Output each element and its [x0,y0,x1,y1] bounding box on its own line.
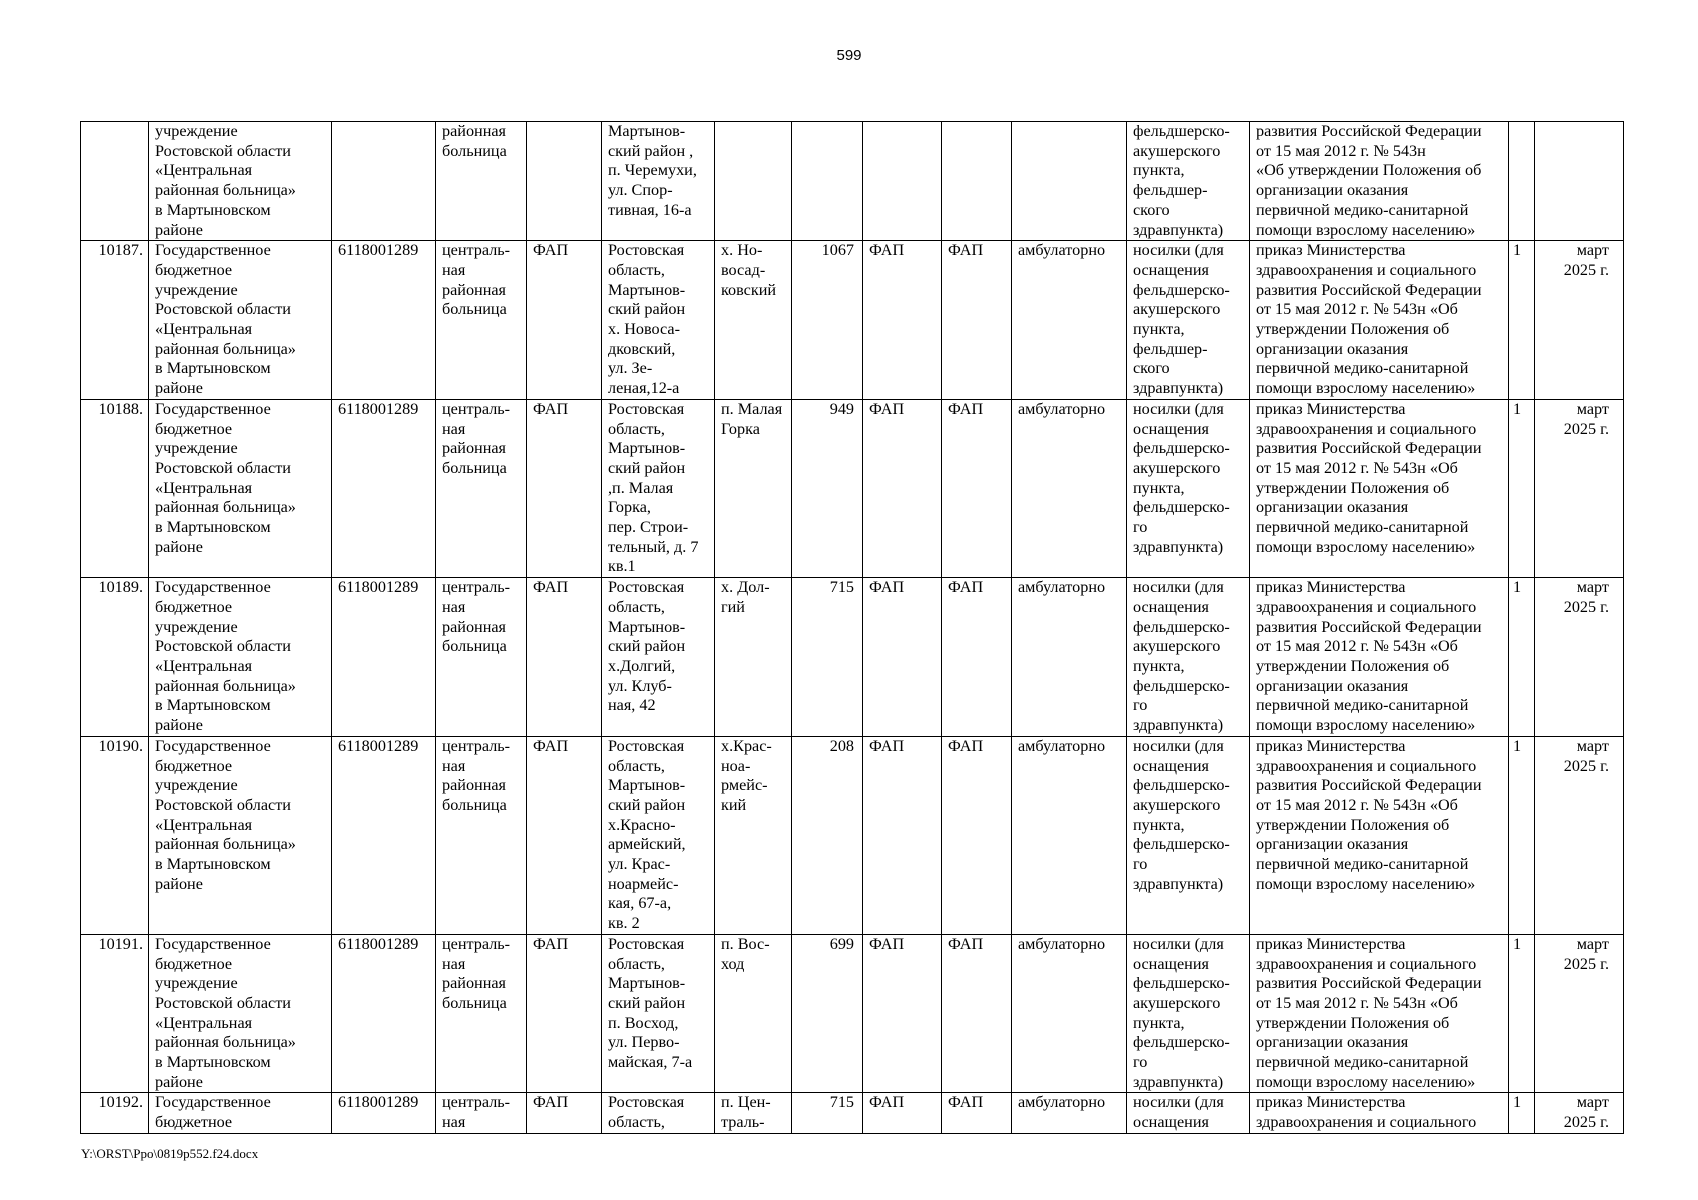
table-body [81,122,1624,1134]
cell-locality: п. Вос- ход [715,934,792,1093]
cell-equipment: фельдшерско- акушерского пункта, фельдшер- ского здравпункта) [1127,122,1250,241]
cell-inn-code: 6118001289 [332,578,436,737]
cell-address: Ростовская область, Мартынов- ский район х. Новоса- дковский, ул. Зе- леная,12-а [602,241,715,400]
cell-inn-code: 6118001289 [332,736,436,934]
cell-unit-type: ФАП [527,578,602,737]
cell-population: 715 [792,578,863,737]
cell-locality: х.Крас- ноа- рмейс- кий [715,736,792,934]
cell-unit-kind-2: ФАП [942,241,1012,400]
cell-care-form: амбулаторно [1012,934,1127,1093]
cell-organization-name: учреждение Ростовской области «Центральная районная больница» в Мартыновском районе [149,122,332,241]
cell-quantity: 1 [1509,934,1535,1093]
cell-date: март 2025 г. [1535,934,1624,1093]
cell-order-reference: приказ Министерства здравоохранения и социального [1250,1093,1509,1133]
table-row [81,934,1624,1093]
cell-population: 949 [792,399,863,577]
cell-unit-kind: ФАП [863,399,942,577]
cell-equipment: носилки (для оснащения фельдшерско- акушерского пункта, фельдшерско- го здравпункта) [1127,578,1250,737]
cell-equipment: носилки (для оснащения [1127,1093,1250,1133]
cell-unit-kind [863,122,942,241]
cell-institution-type: централь- ная районная больница [436,399,527,577]
cell-equipment: носилки (для оснащения фельдшерско- акушерского пункта, фельдшер- ского здравпункта) [1127,241,1250,400]
cell-population: 715 [792,1093,863,1133]
cell-row-number: 10189. [81,578,149,737]
cell-unit-type [527,122,602,241]
cell-unit-kind-2: ФАП [942,934,1012,1093]
cell-locality [715,122,792,241]
cell-institution-type: централь- ная [436,1093,527,1133]
cell-quantity [1509,122,1535,241]
cell-care-form: амбулаторно [1012,578,1127,737]
cell-unit-type: ФАП [527,241,602,400]
cell-care-form: амбулаторно [1012,241,1127,400]
cell-organization-name: Государственное бюджетное учреждение Ростовской области «Центральная районная больница» в Мартыновском районе [149,241,332,400]
cell-date: март 2025 г. [1535,399,1624,577]
cell-organization-name: Государственное бюджетное учреждение Ростовской области «Центральная районная больница» в Мартыновском районе [149,578,332,737]
cell-unit-type: ФАП [527,399,602,577]
cell-date: март 2025 г. [1535,241,1624,400]
cell-address: Ростовская область, Мартынов- ский район п. Восход, ул. Перво- майская, 7-а [602,934,715,1093]
table-row [81,241,1624,400]
cell-locality: х. Дол- гий [715,578,792,737]
cell-inn-code: 6118001289 [332,934,436,1093]
footer-file-path: Y:\ORST\Ppo\0819p552.f24.docx [81,1146,259,1161]
cell-row-number: 10191. [81,934,149,1093]
cell-unit-kind-2 [942,122,1012,241]
cell-address: Мартынов- ский район , п. Черемухи, ул. Спор- тивная, 16-а [602,122,715,241]
cell-population: 208 [792,736,863,934]
cell-unit-type: ФАП [527,736,602,934]
cell-date: март 2025 г. [1535,736,1624,934]
cell-equipment: носилки (для оснащения фельдшерско- акушерского пункта, фельдшерско- го здравпункта) [1127,934,1250,1093]
cell-unit-kind-2: ФАП [942,578,1012,737]
cell-unit-type: ФАП [527,1093,602,1133]
cell-care-form: амбулаторно [1012,1093,1127,1133]
cell-organization-name: Государственное бюджетное учреждение Ростовской области «Центральная районная больница» в Мартыновском районе [149,399,332,577]
cell-locality: х. Но- восад- ковский [715,241,792,400]
cell-population: 1067 [792,241,863,400]
cell-unit-kind-2: ФАП [942,399,1012,577]
cell-equipment: носилки (для оснащения фельдшерско- акушерского пункта, фельдшерско- го здравпункта) [1127,399,1250,577]
cell-date: март 2025 г. [1535,1093,1624,1133]
cell-order-reference: приказ Министерства здравоохранения и социального развития Российской Федерации от 15 мая 2012 г. № 543н «Об утверждении Положения об организации оказания первичной медико-санитарной помощи взрослому населению» [1250,736,1509,934]
cell-population [792,122,863,241]
cell-inn-code: 6118001289 [332,399,436,577]
cell-unit-type: ФАП [527,934,602,1093]
cell-inn-code [332,122,436,241]
cell-order-reference: приказ Министерства здравоохранения и социального развития Российской Федерации от 15 мая 2012 г. № 543н «Об утверждении Положения об организации оказания первичной медико-санитарной помощи взрослому населению» [1250,241,1509,400]
cell-unit-kind: ФАП [863,578,942,737]
cell-locality: п. Малая Горка [715,399,792,577]
cell-date [1535,122,1624,241]
cell-inn-code: 6118001289 [332,1093,436,1133]
cell-row-number: 10188. [81,399,149,577]
cell-quantity: 1 [1509,578,1535,737]
page-number: 599 [836,47,862,64]
cell-organization-name: Государственное бюджетное учреждение Ростовской области «Центральная районная больница» в Мартыновском районе [149,736,332,934]
cell-row-number: 10192. [81,1093,149,1133]
cell-unit-kind: ФАП [863,934,942,1093]
cell-address: Ростовская область, [602,1093,715,1133]
cell-order-reference: развития Российской Федерации от 15 мая 2012 г. № 543н «Об утверждении Положения об организации оказания первичной медико-санитарной помощи взрослому населению» [1250,122,1509,241]
table-row [81,736,1624,934]
table-row [81,122,1624,241]
cell-equipment: носилки (для оснащения фельдшерско- акушерского пункта, фельдшерско- го здравпункта) [1127,736,1250,934]
cell-institution-type: централь- ная районная больница [436,241,527,400]
table-row [81,578,1624,737]
cell-institution-type: централь- ная районная больница [436,934,527,1093]
cell-order-reference: приказ Министерства здравоохранения и социального развития Российской Федерации от 15 мая 2012 г. № 543н «Об утверждении Положения об организации оказания первичной медико-санитарной помощи взрослому населению» [1250,578,1509,737]
cell-population: 699 [792,934,863,1093]
cell-order-reference: приказ Министерства здравоохранения и социального развития Российской Федерации от 15 мая 2012 г. № 543н «Об утверждении Положения об организации оказания первичной медико-санитарной помощи взрослому населению» [1250,399,1509,577]
registry-table [80,121,1624,1134]
table-row [81,399,1624,577]
cell-locality: п. Цен- траль- [715,1093,792,1133]
cell-unit-kind-2: ФАП [942,1093,1012,1133]
cell-institution-type: централь- ная районная больница [436,578,527,737]
cell-unit-kind-2: ФАП [942,736,1012,934]
cell-care-form: амбулаторно [1012,736,1127,934]
cell-institution-type: районная больница [436,122,527,241]
cell-row-number: 10190. [81,736,149,934]
cell-address: Ростовская область, Мартынов- ский район х.Красно- армейский, ул. Крас- ноармейс- кая, 67-а, кв. 2 [602,736,715,934]
cell-address: Ростовская область, Мартынов- ский район ,п. Малая Горка, пер. Строи- тельный, д. 7 кв.1 [602,399,715,577]
cell-care-form: амбулаторно [1012,399,1127,577]
cell-quantity: 1 [1509,399,1535,577]
cell-row-number: 10187. [81,241,149,400]
cell-quantity: 1 [1509,241,1535,400]
cell-date: март 2025 г. [1535,578,1624,737]
cell-unit-kind: ФАП [863,1093,942,1133]
cell-unit-kind: ФАП [863,241,942,400]
cell-institution-type: централь- ная районная больница [436,736,527,934]
cell-address: Ростовская область, Мартынов- ский район х.Долгий, ул. Клуб- ная, 42 [602,578,715,737]
cell-row-number [81,122,149,241]
cell-order-reference: приказ Министерства здравоохранения и социального развития Российской Федерации от 15 мая 2012 г. № 543н «Об утверждении Положения об организации оказания первичной медико-санитарной помощи взрослому населению» [1250,934,1509,1093]
cell-unit-kind: ФАП [863,736,942,934]
cell-organization-name: Государственное бюджетное [149,1093,332,1133]
cell-organization-name: Государственное бюджетное учреждение Ростовской области «Центральная районная больница» в Мартыновском районе [149,934,332,1093]
cell-inn-code: 6118001289 [332,241,436,400]
table-row [81,1093,1624,1133]
cell-quantity: 1 [1509,1093,1535,1133]
cell-care-form [1012,122,1127,241]
cell-quantity: 1 [1509,736,1535,934]
